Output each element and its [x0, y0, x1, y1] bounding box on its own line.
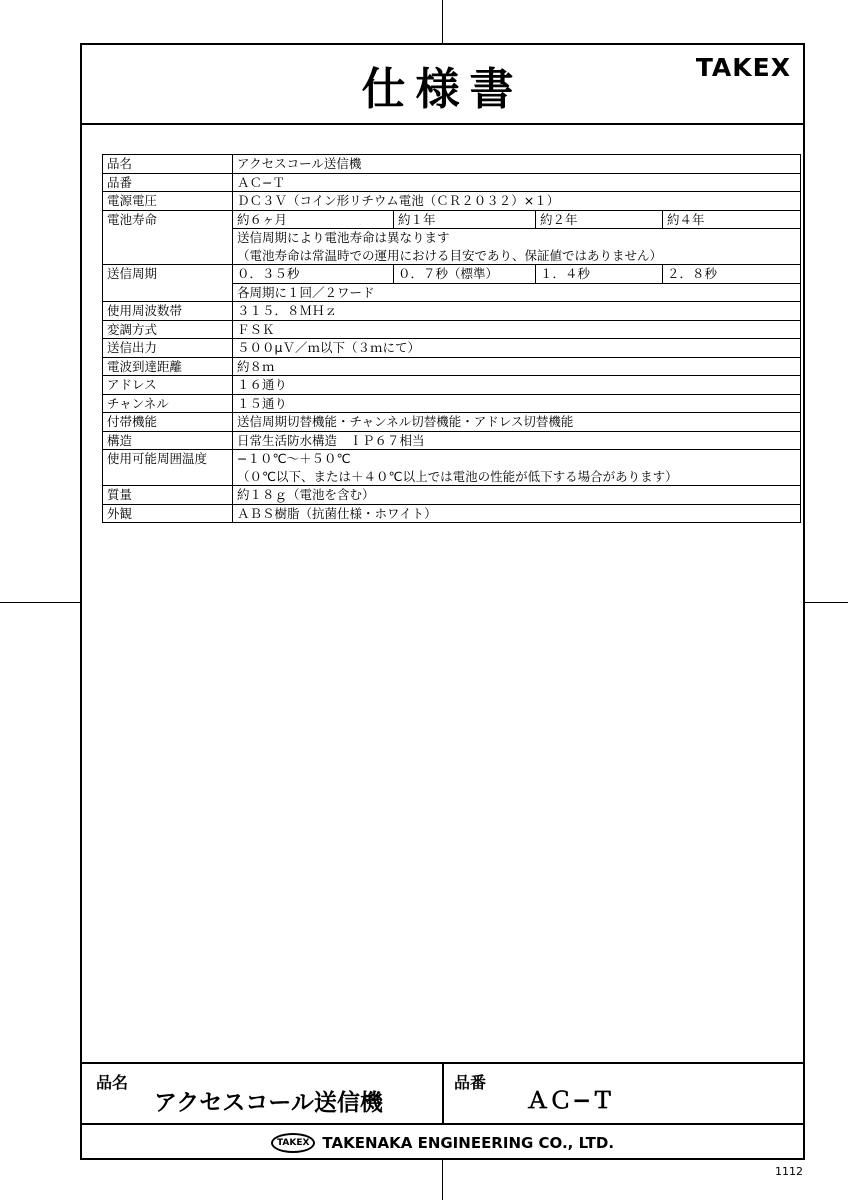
- spec-row: [103, 320, 801, 339]
- spec-label: チャンネル: [103, 394, 233, 413]
- spec-note: （電池寿命は常温時での運用における目安であり、保証値ではありません）: [233, 247, 801, 265]
- spec-row: [103, 302, 801, 321]
- spec-value: ＤＣ３Ｖ（コイン形リチウム電池（ＣＲ２０３２）×１）: [233, 192, 801, 211]
- footer-code-label: 品番: [454, 1073, 487, 1092]
- spec-row: [103, 450, 801, 468]
- spec-label: 質量: [103, 486, 233, 505]
- spec-value: ＦＳＫ: [233, 320, 801, 339]
- spec-value: ＡＢＳ樹脂（抗菌仕様・ホワイト）: [233, 504, 801, 523]
- crop-mark-top: [442, 0, 443, 43]
- spec-cell: １．４秒: [536, 265, 663, 284]
- spec-value: 日常生活防水構造 ＩＰ６７相当: [233, 431, 801, 450]
- spec-cell: 約６ヶ月: [233, 210, 394, 229]
- spec-value: −１０℃〜＋５０℃: [233, 450, 801, 468]
- spec-value: ３１５．８ＭＨｚ: [233, 302, 801, 321]
- title-block-divider: [442, 1064, 444, 1123]
- company-line: [82, 1126, 803, 1160]
- spec-row: [103, 413, 801, 432]
- spec-row: [103, 357, 801, 376]
- title-block: [82, 1062, 803, 1125]
- spec-row: [103, 210, 801, 229]
- spec-label: 品名: [103, 155, 233, 174]
- spec-row: [103, 192, 801, 211]
- company-name: TAKENAKA ENGINEERING CO., LTD.: [322, 1134, 615, 1152]
- crop-mark-right: [805, 602, 848, 603]
- footer-code-value: ＡＣ−Ｔ: [526, 1088, 615, 1114]
- spec-label: 外観: [103, 504, 233, 523]
- spec-note: （０℃以下、または＋４０℃以上では電池の性能が低下する場合があります）: [233, 468, 801, 486]
- company-logo: TAKEX: [271, 1133, 315, 1153]
- spec-table: [102, 154, 801, 523]
- spec-row: [103, 155, 801, 174]
- spec-label: 付帯機能: [103, 413, 233, 432]
- spec-cell: ０．７秒（標準）: [394, 265, 536, 284]
- spec-value: アクセスコール送信機: [233, 155, 801, 174]
- spec-label: アドレス: [103, 376, 233, 395]
- spec-value: 送信周期切替機能・チャンネル切替機能・アドレス切替機能: [233, 413, 801, 432]
- spec-row: [103, 376, 801, 395]
- spec-row: [103, 265, 801, 284]
- spec-label: 電池寿命: [103, 210, 233, 265]
- document-frame: [80, 43, 805, 1160]
- spec-value: １６通り: [233, 376, 801, 395]
- spec-row: [103, 486, 801, 505]
- spec-cell: ２．８秒: [663, 265, 801, 284]
- spec-value: ５００μＶ／ｍ以下（３ｍにて）: [233, 339, 801, 358]
- header: [82, 45, 803, 125]
- spec-cell: ０．３５秒: [233, 265, 394, 284]
- spec-value: １５通り: [233, 394, 801, 413]
- spec-note: 送信周期により電池寿命は異なります: [233, 229, 801, 247]
- footer-name-value: アクセスコール送信機: [154, 1090, 383, 1116]
- spec-row: [103, 394, 801, 413]
- spec-value: 約１８ｇ（電池を含む）: [233, 486, 801, 505]
- footer-name-label: 品名: [96, 1073, 129, 1092]
- spec-label: 送信出力: [103, 339, 233, 358]
- spec-row: [103, 339, 801, 358]
- spec-label: 使用可能周囲温度: [103, 450, 233, 486]
- document-title: 仕様書: [361, 64, 524, 115]
- spec-row: [103, 431, 801, 450]
- brand-logo: TAKEX: [695, 53, 791, 82]
- spec-label: 電波到達距離: [103, 357, 233, 376]
- spec-value: ＡＣ−Ｔ: [233, 173, 801, 192]
- crop-mark-left: [0, 602, 80, 603]
- crop-mark-bottom: [442, 1160, 443, 1200]
- spec-label: 使用周波数帯: [103, 302, 233, 321]
- spec-cell: 約１年: [394, 210, 536, 229]
- spec-label: 構造: [103, 431, 233, 450]
- spec-row: [103, 504, 801, 523]
- spec-value: 約８ｍ: [233, 357, 801, 376]
- spec-label: 変調方式: [103, 320, 233, 339]
- spec-cell: 約４年: [663, 210, 801, 229]
- spec-note: 各周期に１回／２ワード: [233, 283, 801, 302]
- spec-cell: 約２年: [536, 210, 663, 229]
- spec-row: [103, 173, 801, 192]
- page-number: 1112: [775, 1165, 803, 1178]
- spec-label: 品番: [103, 173, 233, 192]
- spec-label: 電源電圧: [103, 192, 233, 211]
- spec-label: 送信周期: [103, 265, 233, 302]
